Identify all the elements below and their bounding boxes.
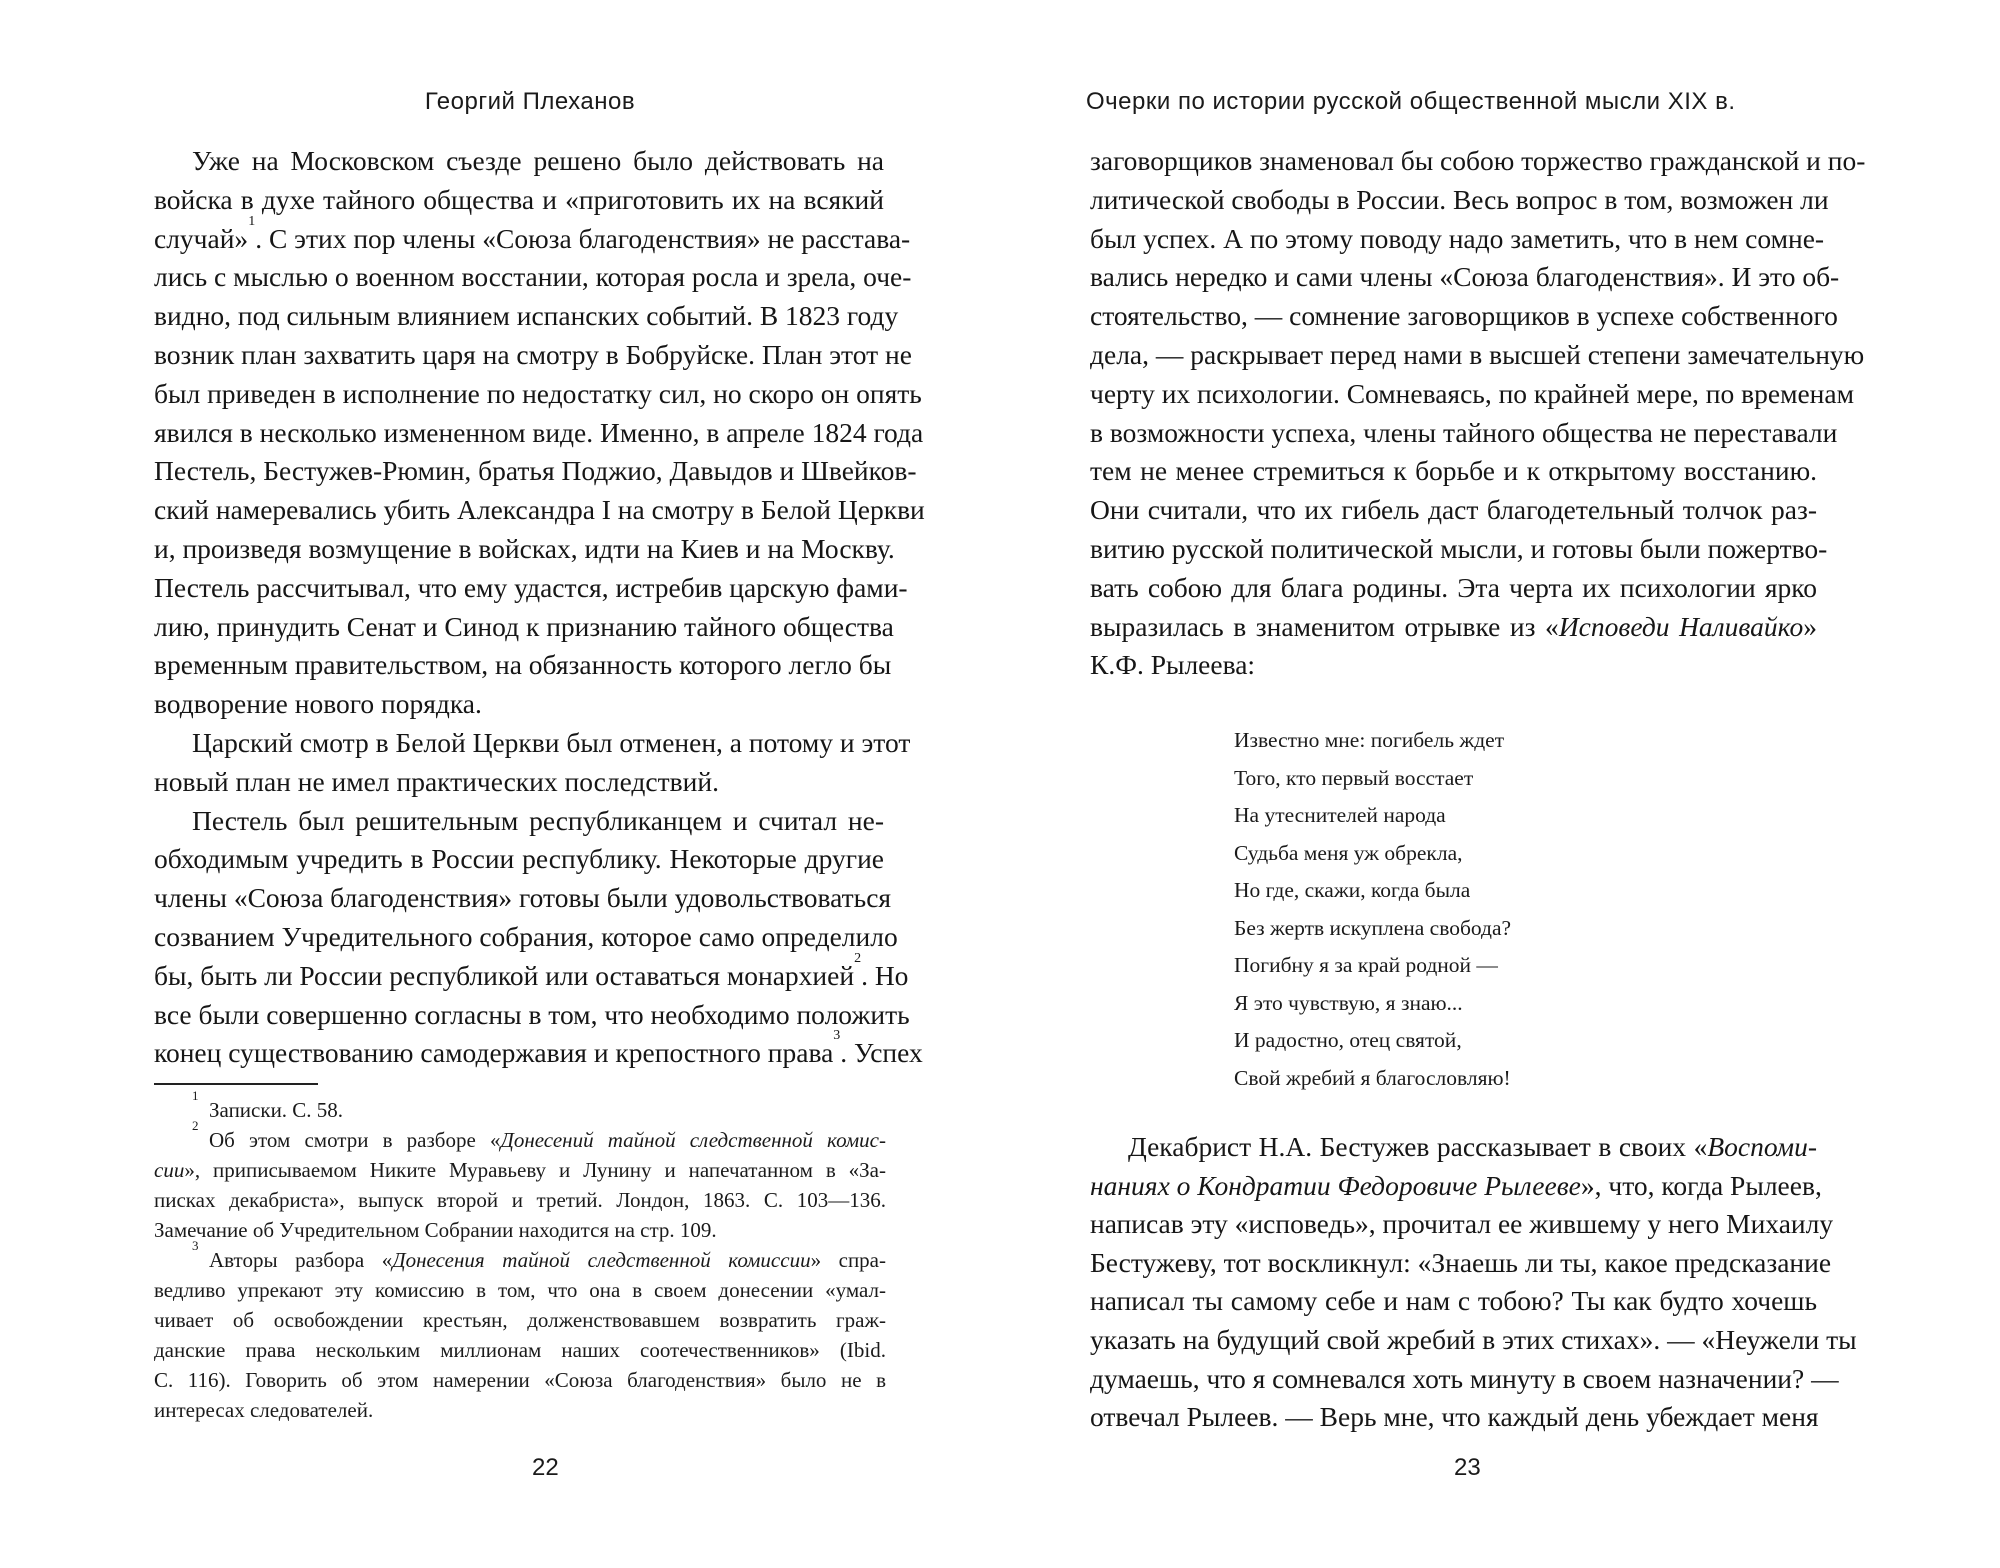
text-line: сии», приписываемом Никите Муравьеву и Лунину и напечатанном в «За- bbox=[154, 1158, 886, 1182]
text-line: Царский смотр в Белой Церкви был отменен, а потому и этот bbox=[192, 726, 911, 758]
text-line: и, произведя возмущение в войсках, идти на Киев и на Москву. bbox=[154, 532, 895, 564]
footnote-ref[interactable]: 3 bbox=[833, 1028, 841, 1044]
poem-verse: Погибну я за край родной — bbox=[1234, 953, 1498, 977]
footnote-2 bbox=[154, 1118, 886, 1245]
text-line: в возможности успеха, члены тайного общества не переставали bbox=[1090, 416, 1838, 448]
text-line: все были совершенно согласны в том, что необходимо положить bbox=[154, 998, 910, 1030]
text-line: Бестужеву, тот воскликнул: «Знаешь ли ты, какое предсказание bbox=[1090, 1246, 1832, 1278]
text-line: указать на будущий свой жребий в этих стихах». — «Неужели ты bbox=[1090, 1323, 1857, 1355]
italic-title: Исповеди Наливайко bbox=[1558, 610, 1804, 642]
footnote-number: 3 bbox=[192, 1238, 199, 1253]
text-line: лись с мыслью о военном восстании, которая росла и зрела, оче- bbox=[154, 261, 912, 293]
text-line: случай»$^1$. С этих пор члены «Союза благоденствия» не расстава- bbox=[154, 213, 911, 254]
text-line: ведливо упрекают эту комиссию в том, что она в своем донесении «умал- bbox=[154, 1278, 886, 1302]
text-line: водворение нового порядка. bbox=[154, 688, 482, 720]
italic-title: сии bbox=[154, 1158, 185, 1182]
text-line: Они считали, что их гибель даст благодетельный толчок раз- bbox=[1090, 494, 1817, 526]
text-line: С. 116). Говорить об этом намерении «Союза благоденствия» было не в bbox=[154, 1368, 886, 1392]
text-line: $^1$ Записки. С. 58. bbox=[192, 1088, 344, 1122]
text-line: писках декабриста», выпуск второй и третий. Лондон, 1863. С. 103—136. bbox=[154, 1188, 886, 1212]
text-line: литической свободы в России. Весь вопрос в том, возможен ли bbox=[1090, 183, 1829, 215]
text-line: думаешь, что я сомневался хоть минуту в своем назначении? — bbox=[1090, 1362, 1839, 1394]
text-line: возник план захватить царя на смотру в Бобруйске. План этот не bbox=[154, 338, 912, 370]
text-line: отвечал Рылеев. — Верь мне, что каждый день убеждает меня bbox=[1090, 1401, 1819, 1433]
footnote-separator bbox=[154, 1083, 318, 1085]
poem-verse: Без жертв искуплена свобода? bbox=[1234, 915, 1512, 940]
poem-verse: Известно мне: погибель ждет bbox=[1234, 728, 1505, 752]
text-line: лию, принудить Сенат и Синод к признанию тайного общества bbox=[154, 610, 894, 642]
text-line: ский намеревались убить Александра I на смотру в Белой Церкви bbox=[154, 494, 925, 526]
text-line: $^2$ Об этом смотри в разборе «Донесений тайной следственной комис- bbox=[192, 1118, 886, 1152]
text-line: обходимым учредить в России республику. Некоторые другие bbox=[154, 843, 884, 875]
text-line: конец существованию самодержавия и крепостного права$^3$. Успех bbox=[154, 1028, 923, 1069]
footnote-number: 1 bbox=[192, 1088, 199, 1103]
text-line: дела, — раскрывает перед нами в высшей степени замечательную bbox=[1090, 338, 1865, 370]
text-line: созванием Учредительного собрания, которое само определило bbox=[154, 920, 898, 952]
text-line: заговорщиков знаменовал бы собою торжество гражданской и по- bbox=[1090, 145, 1866, 176]
text-line: $^3$ Авторы разбора «Донесения тайной следственной комиссии» спра- bbox=[192, 1238, 886, 1272]
text-line: Замечание об Учредительном Собрании находится на стр. 109. bbox=[154, 1218, 717, 1242]
italic-title: Воспоми- bbox=[1707, 1131, 1817, 1162]
footnotes bbox=[154, 1088, 886, 1425]
page-number: 23 bbox=[1454, 1454, 1481, 1481]
footnote-number: 2 bbox=[192, 1118, 199, 1133]
italic-title: Донесения тайной следственной комиссии bbox=[392, 1248, 811, 1272]
running-head-title: Очерки по истории русской общественной мысли XIX в. bbox=[1086, 88, 1736, 115]
poem-verse: На утеснителей народа bbox=[1234, 803, 1446, 827]
main-text bbox=[1090, 142, 1866, 685]
text-line: стоятельство, — сомнение заговорщиков в успехе собственного bbox=[1090, 300, 1838, 332]
text-line: видно, под сильным влиянием испанских событий. В 1823 году bbox=[154, 300, 899, 332]
text-line: чивает об освобождении крестьян, долженствовавшем возвратить граж- bbox=[154, 1308, 886, 1332]
page-number: 22 bbox=[532, 1454, 559, 1481]
text-line: черту их психологии. Сомневаясь, по крайней мере, по временам bbox=[1090, 377, 1854, 409]
italic-title: наниях о Кондратии Федоровиче Рылееве bbox=[1090, 1169, 1581, 1201]
poem-verse: Того, кто первый восстает bbox=[1234, 765, 1474, 790]
text-line: написал ты самому себе и нам с тобою? Ты как будто хочешь bbox=[1090, 1285, 1817, 1317]
text-line: вались нередко и сами члены «Союза благоденствия». И это об- bbox=[1090, 261, 1840, 293]
main-text bbox=[154, 142, 925, 1073]
poem-verse: Свой жребий я благословляю! bbox=[1234, 1065, 1511, 1090]
italic-title: Донесений тайной следственной комис- bbox=[500, 1128, 886, 1152]
text-line: тем не менее стремиться к борьбе и к открытому восстанию. bbox=[1090, 455, 1817, 487]
text-line: члены «Союза благоденствия» готовы были удовольствоваться bbox=[154, 882, 892, 914]
text-line: явился в несколько измененном виде. Именно, в апреле 1824 года bbox=[154, 416, 924, 448]
footnote-ref[interactable]: 1 bbox=[248, 213, 256, 229]
text-line: написав эту «исповедь», прочитал ее жившему у него Михаилу bbox=[1090, 1208, 1834, 1240]
running-head-author: Георгий Плеханов bbox=[424, 88, 636, 115]
footnote-ref[interactable]: 2 bbox=[854, 950, 862, 966]
text-line: вать собою для блага родины. Эта черта их психологии ярко bbox=[1090, 571, 1817, 603]
text-line: витию русской политической мысли, и готовы были пожертво- bbox=[1090, 532, 1828, 564]
text-line: Декабрист Н.А. Бестужев рассказывает в своих «Воспоми- bbox=[1128, 1131, 1817, 1162]
text-line: данские права нескольким миллионам наших соотечественников» (Ibid. bbox=[154, 1338, 886, 1362]
text-line: Пестель рассчитывал, что ему удастся, истребив царскую фами- bbox=[154, 571, 908, 603]
text-line: Уже на Московском съезде решено было действовать на bbox=[192, 145, 884, 176]
poem-verse: Но где, скажи, когда была bbox=[1234, 878, 1471, 902]
text-line: интересах следователей. bbox=[154, 1398, 374, 1422]
main-text-continued bbox=[1090, 1128, 1857, 1437]
text-line: Пестель, Бестужев-Рюмин, братья Поджио, Давыдов и Швейков- bbox=[154, 455, 917, 487]
poem-quote bbox=[1234, 722, 1511, 1097]
poem-verse: Судьба меня уж обрекла, bbox=[1234, 840, 1463, 865]
text-line: Пестель был решительным республиканцем и считал не- bbox=[192, 804, 884, 836]
footnote-3 bbox=[154, 1238, 886, 1425]
text-line: временным правительством, на обязанность которого легло бы bbox=[154, 649, 892, 681]
text-line: был приведен в исполнение по недостатку сил, но скоро он опять bbox=[154, 377, 922, 409]
text-line: выразилась в знаменитом отрывке из «Исповеди Наливайко» bbox=[1090, 610, 1817, 642]
text-line: наниях о Кондратии Федоровиче Рылееве», что, когда Рылеев, bbox=[1090, 1169, 1822, 1201]
poem-verse: И радостно, отец святой, bbox=[1234, 1028, 1462, 1052]
text-line: К.Ф. Рылеева: bbox=[1090, 649, 1256, 681]
poem-verse: Я это чувствую, я знаю... bbox=[1234, 990, 1463, 1015]
text-line: бы, быть ли России республикой или оставаться монархией$^2$. Но bbox=[154, 950, 909, 991]
text-line: был успех. А по этому поводу надо заметить, что в нем сомне- bbox=[1090, 222, 1825, 254]
text-line: новый план не имел практических последствий. bbox=[154, 765, 719, 797]
footnote-1 bbox=[154, 1088, 886, 1125]
text-line: войска в духе тайного общества и «приготовить их на всякий bbox=[154, 183, 884, 215]
